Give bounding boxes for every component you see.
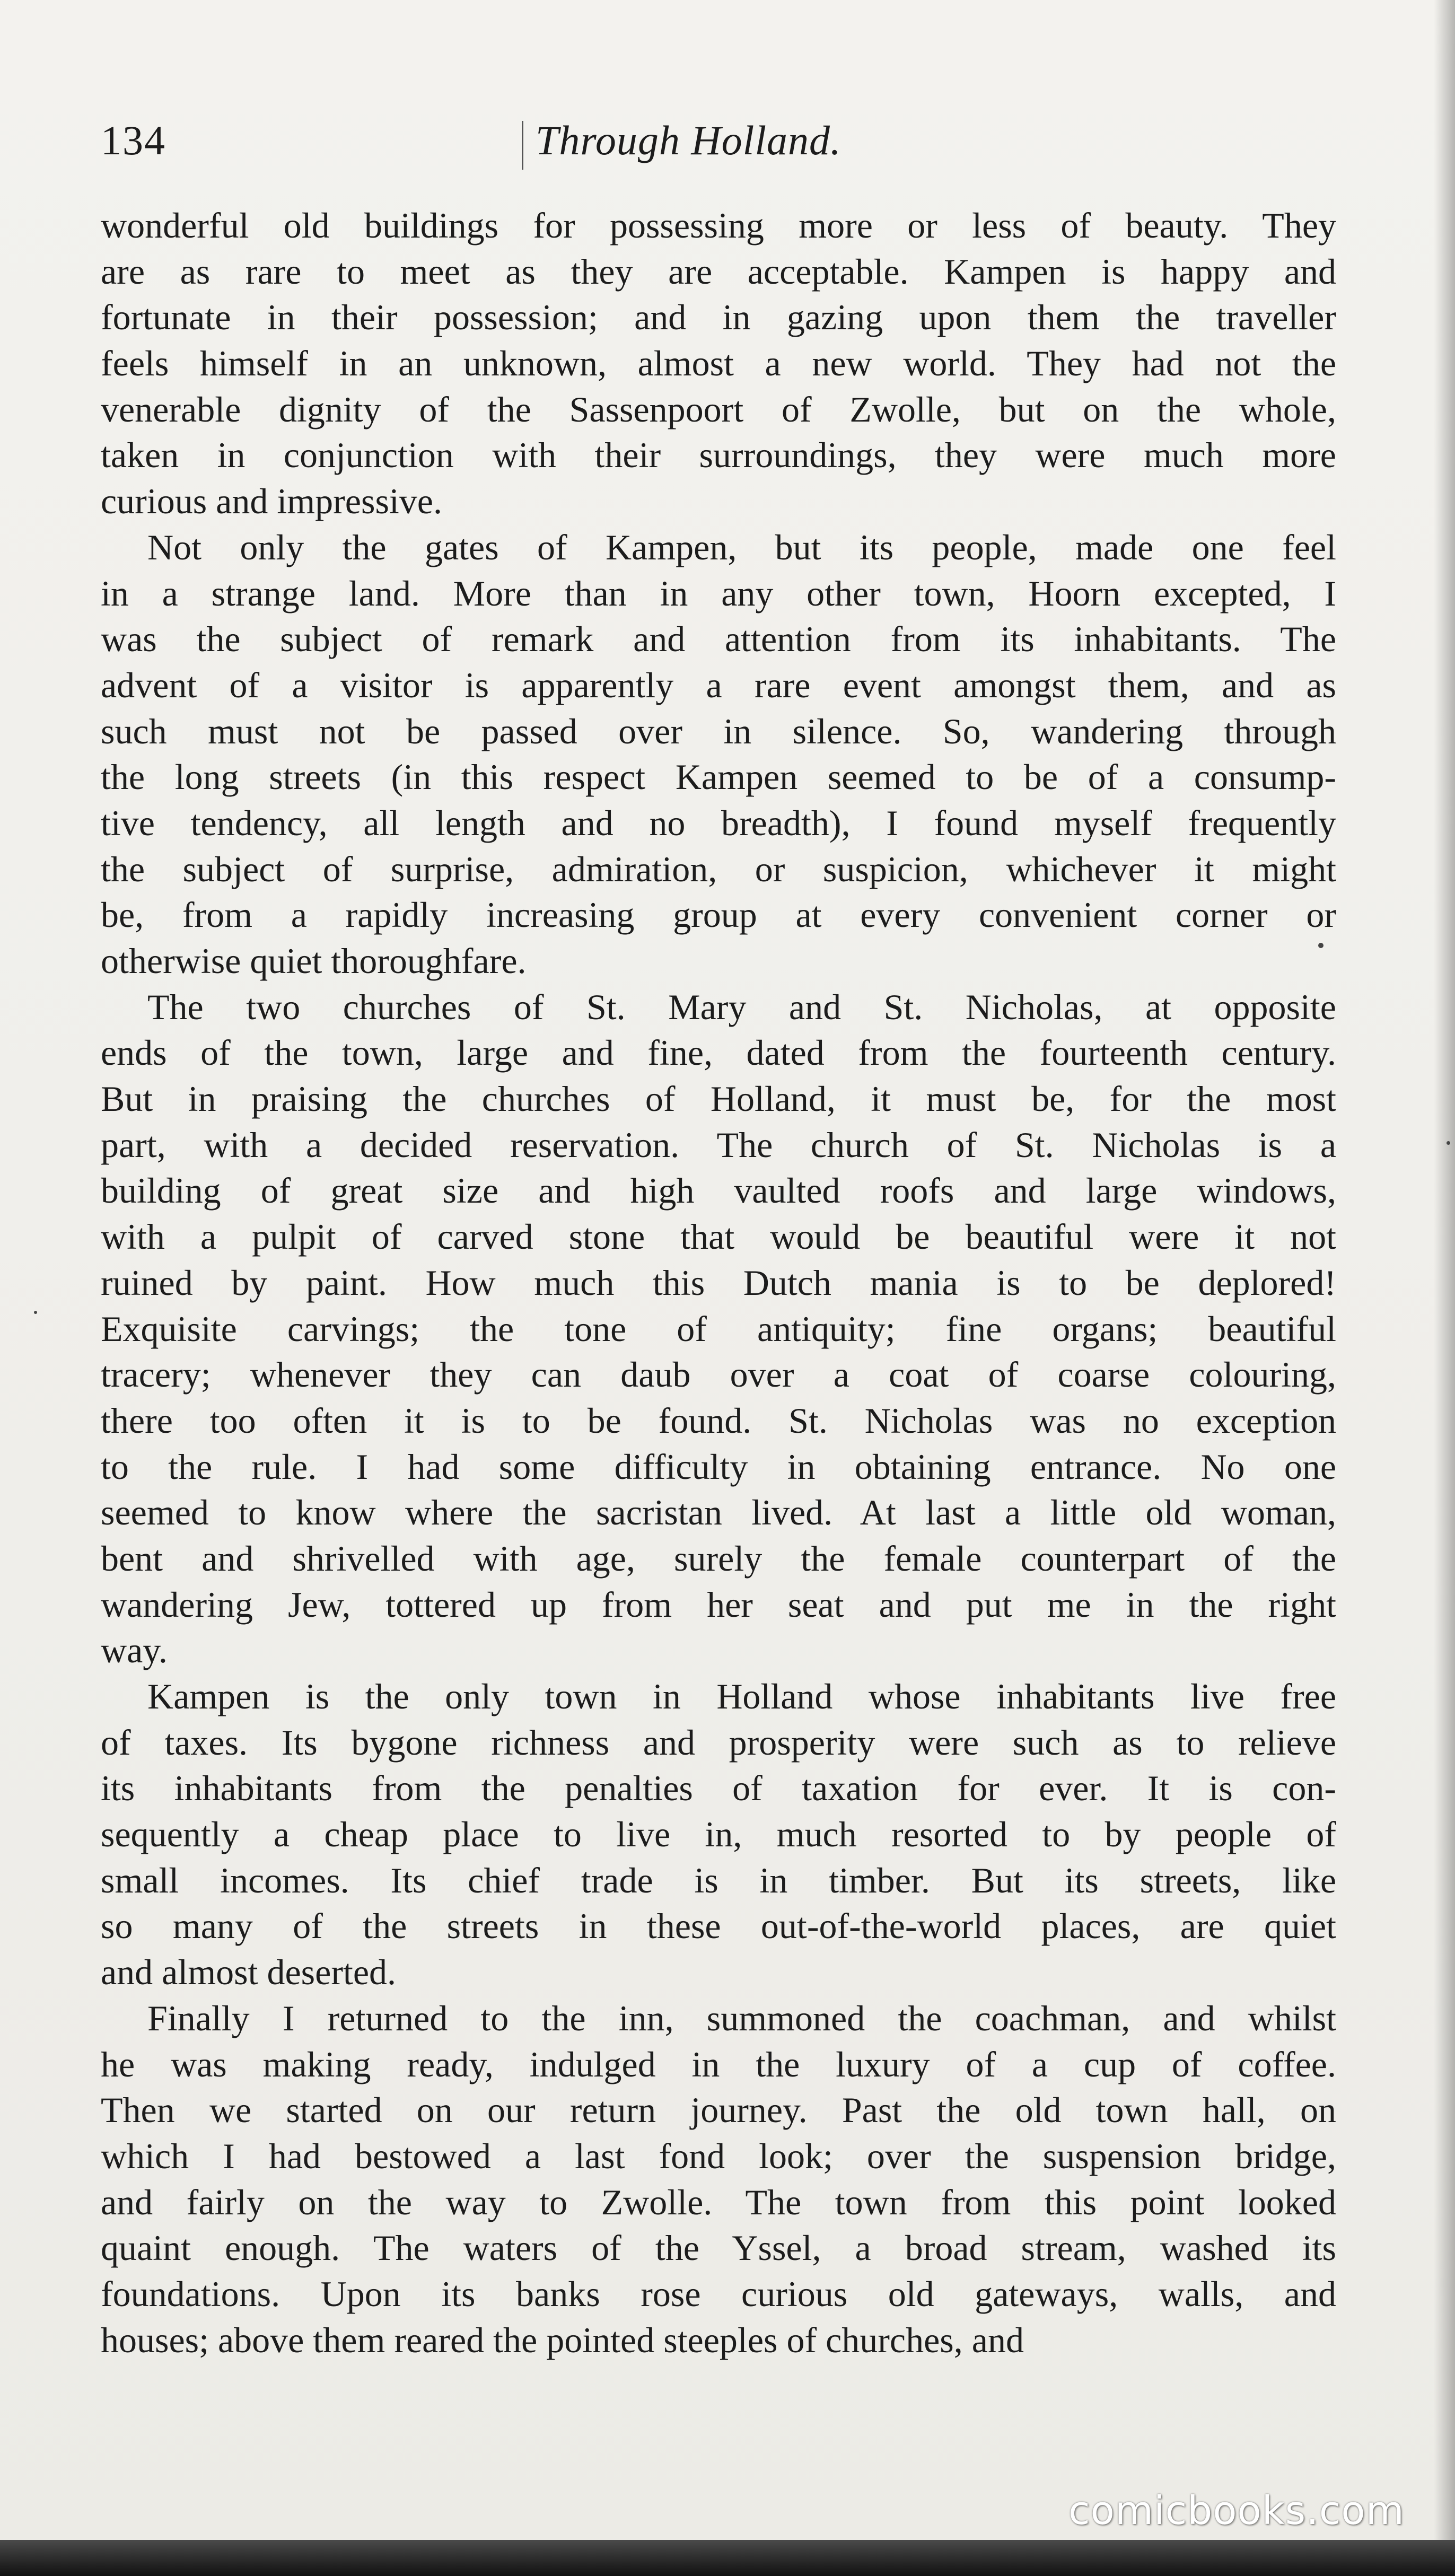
text-line: ends of the town, large and fine, dated from the fourteenth century. [101,1032,1336,1073]
running-title: Through Holland. [536,117,842,163]
paragraph [101,984,1336,1673]
text-line: wonderful old buildings for possessing more or less of beauty. They [101,205,1336,246]
text-line: quaint enough. The waters of the Yssel, a broad stream, washed its [101,2228,1336,2268]
text-line: Not only the gates of Kampen, but its people, made one feel [147,527,1336,567]
text-line: fortunate in their possession; and in gazing upon them the traveller [101,297,1336,338]
text-line: tive tendency, all length and no breadth), I found myself frequently [101,802,1336,843]
text-line: of taxes. Its bygone richness and prosperity were such as to relieve [101,1722,1336,1763]
text-line: there too often it is to be found. St. Nicholas was no exception [101,1400,1336,1441]
text-line: way. [101,1630,168,1671]
text-line: part, with a decided reservation. The church of St. Nicholas is a [101,1124,1336,1165]
text-line: bent and shrivelled with age, surely the female counterpart of the [101,1538,1336,1579]
watermark: comicbooks.com [1068,2488,1405,2534]
text-line: be, from a rapidly increasing group at every convenient corner or [101,895,1336,935]
text-line: otherwise quiet thoroughfare. [101,941,527,981]
text-line: was the subject of remark and attention from its inhabitants. The [101,619,1336,660]
ink-speck [1318,943,1323,948]
text-line: and almost deserted. [101,1952,397,1993]
text-line: tracery; whenever they can daub over a coat of coarse colouring, [101,1354,1336,1395]
text-line: such must not be passed over in silence. So, wandering through [101,711,1336,751]
text-line: The two churches of St. Mary and St. Nicholas, at opposite [147,986,1336,1027]
text-line: taken in conjunction with their surroundings, they were much more [101,435,1336,476]
text-line: so many of the streets in these out-of-the-world places, are quiet [101,1906,1336,1947]
text-line: in a strange land. More than in any other town, Hoorn excepted, I [101,573,1336,614]
text-line: its inhabitants from the penalties of taxation for ever. It is con- [101,1768,1336,1809]
text-line: to the rule. I had some difficulty in obtaining entrance. No one [101,1446,1336,1487]
text-line: Exquisite carvings; the tone of antiquity; fine organs; beautiful [101,1308,1336,1349]
paragraph [101,203,1336,524]
ink-speck [34,1311,37,1314]
page-header [101,111,1336,170]
text-line: Kampen is the only town in Holland whose inhabitants live free [147,1676,1336,1716]
scan-bottom-band [0,2540,1455,2576]
body-text [101,203,1336,2363]
paragraph [101,524,1336,984]
text-line: with a pulpit of carved stone that would be beautiful were it not [101,1216,1336,1257]
text-line: which I had bestowed a last fond look; over the suspension bridge, [101,2135,1336,2176]
text-line: Finally I returned to the inn, summoned the coachman, and whilst [147,1997,1336,2038]
page-number: 134 [101,117,166,163]
paragraph [101,1673,1336,1995]
text-line: seemed to know where the sacristan lived. At last a little old woman, [101,1492,1336,1533]
text-line: small incomes. Its chief trade is in timber. But its streets, like [101,1860,1336,1900]
text-line: ruined by paint. How much this Dutch mania is to be deplored! [101,1262,1336,1303]
paragraph [101,1995,1336,2363]
text-line: houses; above them reared the pointed steeples of churches, and [101,2319,1024,2360]
text-line: But in praising the churches of Holland, it must be, for the most [101,1079,1336,1119]
text-line: the long streets (in this respect Kampen seemed to be of a consump- [101,757,1336,798]
ink-speck [1447,1141,1450,1145]
text-line: and fairly on the way to Zwolle. The town from this point looked [101,2181,1336,2222]
text-line: feels himself in an unknown, almost a new world. They had not the [101,343,1336,384]
text-line: foundations. Upon its banks rose curious old gateways, walls, and [101,2273,1336,2314]
text-line: the subject of surprise, admiration, or suspicion, whichever it might [101,848,1336,889]
text-line: are as rare to meet as they are acceptable. Kampen is happy and [101,251,1336,292]
text-line: he was making ready, indulged in the luxury of a cup of coffee. [101,2044,1336,2084]
page-edge-shadow [1434,0,1455,2576]
text-line: Then we started on our return journey. Past the old town hall, on [101,2090,1336,2131]
text-line: advent of a visitor is apparently a rare event amongst them, and as [101,664,1336,705]
text-line: curious and impressive. [101,481,442,522]
text-line: building of great size and high vaulted roofs and large windows, [101,1170,1336,1211]
text-line: wandering Jew, tottered up from her seat and put me in the right [101,1584,1336,1625]
text-line: sequently a cheap place to live in, much resorted to by people of [101,1814,1336,1855]
text-line: venerable dignity of the Sassenpoort of Zwolle, but on the whole, [101,389,1336,430]
